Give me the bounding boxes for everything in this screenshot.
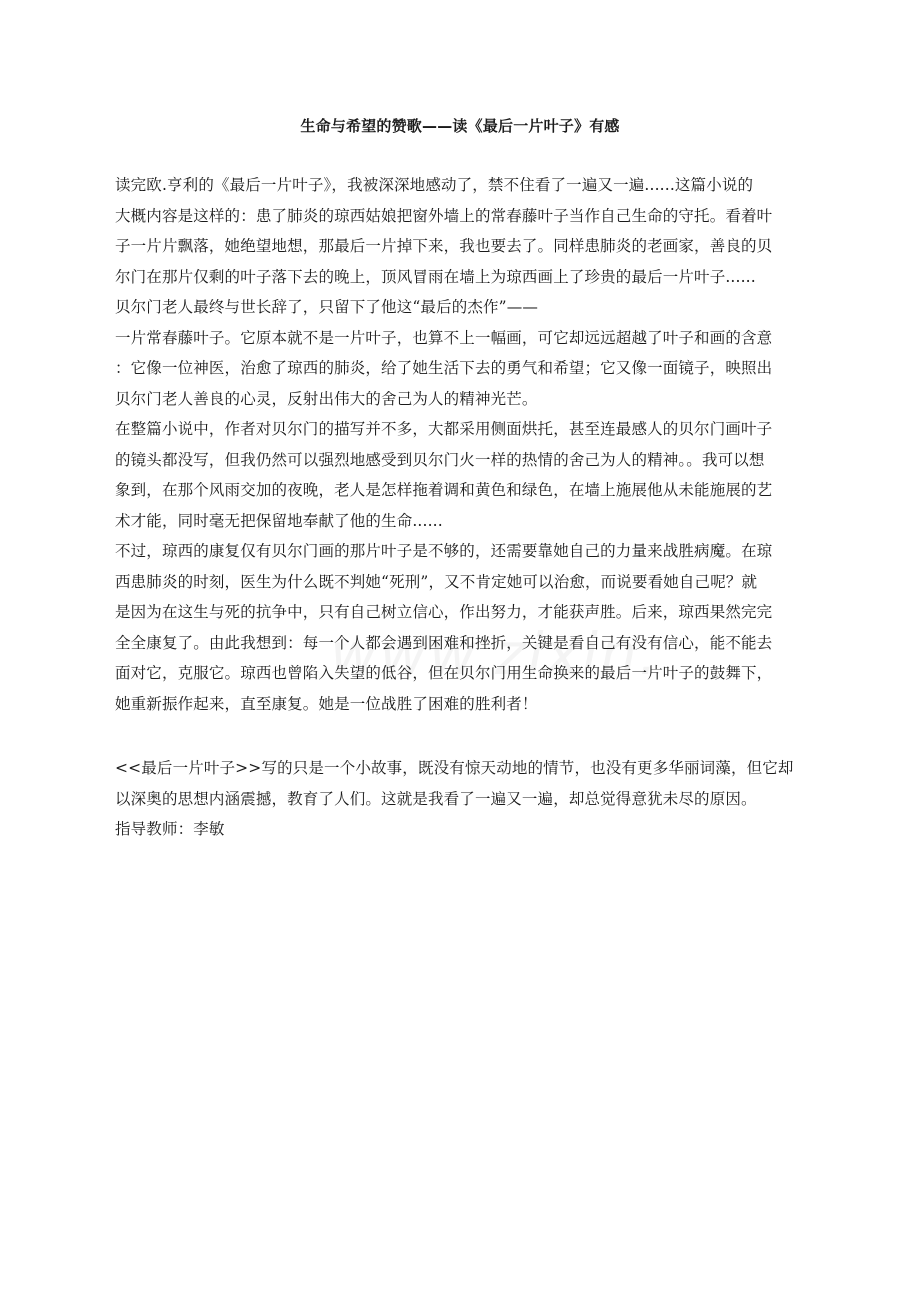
text-line: 一片常春藤叶子。它原本就不是一片叶子，也算不上一幅画，可它却远远超越了叶子和画的含意 — [115, 328, 773, 347]
paragraph-summary — [115, 170, 805, 323]
text-line: 全全康复了。由此我想到：每一个人都会遇到困难和挫折，关键是看自己有没有信心，能不能去 — [115, 633, 773, 652]
text-line: 子一片片飘落，她绝望地想，那最后一片掉下来，我也要去了。同样患肺炎的老画家，善良的贝 — [115, 237, 773, 255]
text-line: 贝尔门老人善良的心灵，反射出伟大的舍己为人的精神光芒。 — [115, 389, 538, 408]
paragraph-leaf-meaning — [115, 323, 805, 415]
text-line: 不过，琼西的康复仅有贝尔门画的那片叶子是不够的，还需要靠她自己的力量来战胜病魔。在琼 — [115, 542, 773, 560]
text-line: 面对它，克服它。琼西也曾陷入失望的低谷，但在贝尔门用生命换来的最后一片叶子的鼓舞下， — [115, 664, 773, 682]
document-body — [115, 170, 805, 845]
paragraph-johnsy-recovery — [115, 536, 805, 719]
instructor-credit — [115, 814, 805, 845]
paragraph-conclusion — [115, 753, 805, 814]
text-line: 的镜头都没写，但我仍然可以强烈地感受到贝尔门火一样的热情的舍己为人的精神。。我可以想 — [115, 450, 765, 469]
text-line: 在整篇小说中，作者对贝尔门的描写并不多，大都采用侧面烘托，甚至连最感人的贝尔门画叶子 — [115, 420, 773, 438]
text-line: <<最后一片叶子>>写的只是一个小故事，既没有惊天动地的情节，也没有更多华丽词藻，但它却 — [115, 759, 794, 777]
document-title: 生命与希望的赞歌——读《最后一片叶子》有感 — [300, 117, 620, 135]
text-line: 她重新振作起来，直至康复。她是一位战胜了困难的胜利者！ — [115, 694, 538, 713]
text-line: 西患肺炎的时刻，医生为什么既不判她“死刑”，又不肯定她可以治愈，而说要看她自己呢？就 — [115, 572, 758, 591]
text-line: 贝尔门老人最终与世长辞了，只留下了他这“最后的杰作”—— — [115, 298, 539, 316]
text-line: 指导教师：李敏 — [115, 820, 225, 838]
paragraph-behrman-portrayal — [115, 414, 805, 536]
text-line: 大概内容是这样的：患了肺炎的琼西姑娘把窗外墙上的常春藤叶子当作自己生命的守托。看着叶 — [115, 206, 773, 225]
text-line: 读完欧.亨利的《最后一片叶子》，我被深深地感动了，禁不住看了一遍又一遍......这篇小说的 — [115, 176, 754, 194]
text-line: 术才能，同时毫无把保留地奉献了他的生命...... — [115, 511, 443, 530]
text-line: ：它像一位神医，治愈了琼西的肺炎，给了她生活下去的勇气和希望；它又像一面镜子，映照出 — [115, 359, 773, 377]
text-line: 象到，在那个风雨交加的夜晚，老人是怎样拖着调和黄色和绿色，在墙上施展他从未能施展的艺 — [115, 481, 773, 499]
paragraph-gap — [115, 719, 805, 753]
text-line: 以深奥的思想内涵震撼，教育了人们。这就是我看了一遍又一遍，却总觉得意犹未尽的原因。 — [115, 789, 757, 808]
text-line: 尔门在那片仅剩的叶子落下去的晚上，顶风冒雨在墙上为琼西画上了珍贵的最后一片叶子...... — [115, 267, 756, 286]
text-line: 是因为在这生与死的抗争中，只有自己树立信心，作出努力，才能获声胜。后来，琼西果然完完 — [115, 603, 773, 621]
